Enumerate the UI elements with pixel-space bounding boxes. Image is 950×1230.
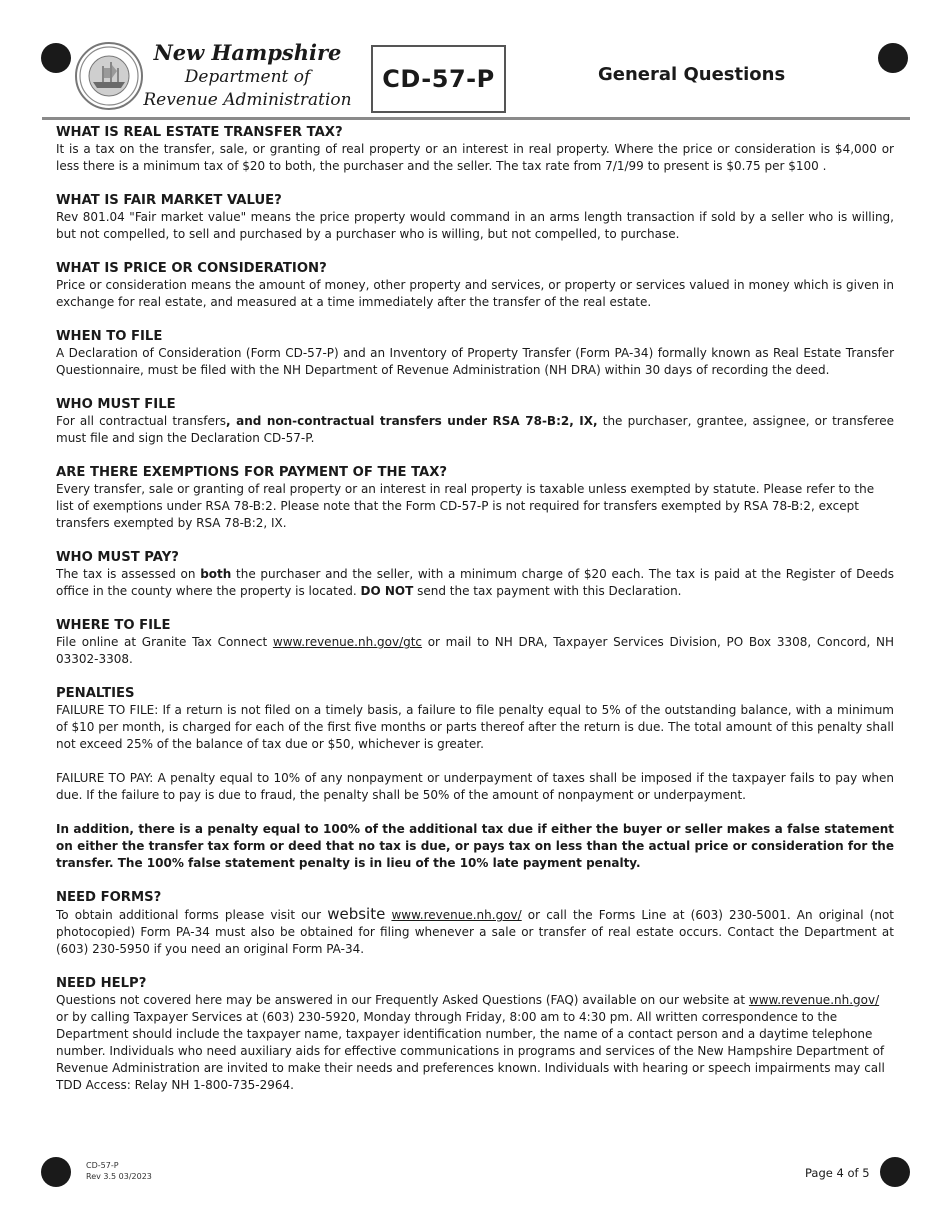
text-run: Questions not covered here may be answered in our Frequently Asked Questions (FAQ) available on our website at (56, 993, 749, 1007)
section-heading: WHO MUST PAY? (56, 550, 179, 565)
text-run: or call the Forms Line at (603) 230-5001. An original (not photocopied) Form PA-34 must also be obtained for filing whenever a sale or transfer of real estate occurs. Contact the Department at (603) 230-5950 if you need an original Form PA-34. (56, 908, 895, 956)
text-run: the purchaser and the seller, with a minimum charge of $20 each. The tax is paid at the Register of Deeds office in the county where the property is located. (56, 567, 895, 598)
section-fair-market-value (56, 192, 894, 243)
footer-form-code: CD-57-P (86, 1161, 119, 1170)
website-link[interactable]: www.revenue.nh.gov/ (748, 993, 880, 1007)
section-exemptions (56, 464, 894, 532)
section-heading: WHAT IS REAL ESTATE TRANSFER TAX? (56, 125, 343, 140)
false-statement-penalty-text: In addition, there is a penalty equal to 100% of the additional tax due if either the buyer or seller makes a false statement on either the transfer tax form or deed that no tax is due, or pays tax on less than the actual price or consideration for the transfer. The 100% false statement penalty is in lieu of the 10% late payment penalty. (56, 822, 894, 870)
state-seal-icon (75, 42, 143, 110)
failure-to-file-text: FAILURE TO FILE: If a return is not filed on a timely basis, a failure to file penalty equal to 5% of the outstanding balance, with a minimum of $10 per month, is charged for each of the first five months or parts thereof after the return is due. The total amount of this penalty shall not exceed 25% of the balance of tax due or $50, whichever is greater. (56, 703, 894, 751)
text-run: the purchaser, grantee, assignee, or transferee must file and sign the Declaration CD-57-P. (56, 414, 894, 445)
section-heading: WHAT IS PRICE OR CONSIDERATION? (56, 261, 327, 276)
registration-mark-bottom-right (880, 1157, 910, 1187)
header-divider (42, 117, 910, 120)
form-code-box: CD-57-P (371, 45, 506, 113)
text-run: For all contractual transfers (56, 414, 227, 428)
failure-to-pay-text: FAILURE TO PAY: A penalty equal to 10% of any nonpayment or underpayment of taxes shall be imposed if the taxpayer fails to pay when due. If the failure to pay is due to fraud, the penalty shall be 50% of the amount of nonpayment or underpayment. (56, 771, 894, 802)
text-run-bold: , and non-contractual transfers under RSA 78-B:2, IX, (226, 414, 598, 428)
department-line-1: Department of (184, 67, 311, 87)
text-run-bold: DO NOT (360, 584, 414, 598)
section-text: It is a tax on the transfer, sale, or granting of real property or an interest in real property. Where the price or consideration is $4,000 or less there is a minimum tax of $20 to both, the purchaser and the seller. The tax rate from 7/1/99 to present is $0.75 per $100 . (56, 142, 894, 173)
agency-name (140, 40, 355, 112)
text-run-large: website (327, 905, 386, 923)
section-price-consideration (56, 260, 894, 311)
section-heading: WHERE TO FILE (56, 618, 171, 633)
section-where-to-file (56, 617, 894, 668)
registration-mark-top-right (878, 43, 908, 73)
section-heading: WHAT IS FAIR MARKET VALUE? (56, 193, 282, 208)
footer-revision: Rev 3.5 03/2023 (86, 1172, 152, 1181)
section-heading: WHO MUST FILE (56, 397, 176, 412)
section-text: Every transfer, sale or granting of real property or an interest in real property is taxable unless exempted by statute. Please refer to the list of exemptions under RSA 78-B:2. Please note that the Form CD-57-P is not required for transfers exempted by RSA 78-B:2, except transfers exempted by RSA 78-B:2, IX. (56, 482, 875, 530)
registration-mark-bottom-left (41, 1157, 71, 1187)
text-run: The tax is assessed on (56, 567, 201, 581)
section-text: Rev 801.04 "Fair market value" means the price property would command in an arms length transaction if sold by a seller who is willing, but not compelled, to sell and purchased by a purchaser who is willing, but not compelled, to purchase. (56, 210, 894, 241)
section-heading: PENALTIES (56, 686, 135, 701)
text-run: File online at Granite Tax Connect (56, 635, 273, 649)
department-line-2: Revenue Administration (143, 90, 352, 110)
section-heading: NEED HELP? (56, 976, 147, 991)
section-heading: NEED FORMS? (56, 890, 162, 905)
page-number: Page 4 of 5 (805, 1166, 870, 1180)
website-link[interactable]: www.revenue.nh.gov/ (391, 908, 522, 922)
text-run: or mail to NH DRA, Taxpayer Services Division, PO Box 3308, Concord, NH 03302-3308. (56, 635, 894, 666)
section-penalties (56, 685, 894, 872)
section-transfer-tax (56, 124, 894, 175)
text-run: To obtain additional forms please visit our (56, 908, 328, 922)
document-body (56, 124, 894, 1111)
section-who-must-file (56, 396, 894, 447)
section-heading: ARE THERE EXEMPTIONS FOR PAYMENT OF THE TAX? (56, 465, 448, 480)
text-run-bold: both (200, 567, 232, 581)
section-text (56, 992, 894, 1094)
registration-mark-top-left (41, 43, 71, 73)
section-who-must-pay (56, 549, 894, 600)
section-text: A Declaration of Consideration (Form CD-57-P) and an Inventory of Property Transfer (Form PA-34) formally known as Real Estate Transfer Questionnaire, must be filed with the NH Department of Revenue Administration (NH DRA) within 30 days of recording the deed. (56, 346, 894, 377)
section-need-help (56, 975, 894, 1094)
section-text (56, 413, 894, 447)
text-run: or by calling Taxpayer Services at (603) 230-5920, Monday through Friday, 8:00 am to 4:30 pm. All written correspondence to the Department should include the taxpayer name, taxpayer identification number, the name of a contact person and a daytime telephone number. Individuals who need auxiliary aids for effective communications in programs and services of the New Hampshire Department of Revenue Administration are invited to make their needs and preferences known. Individuals with hearing or speech impairments may call TDD Access: Relay NH 1-800-735-2964. (56, 1010, 885, 1092)
gtc-link[interactable]: www.revenue.nh.gov/gtc (272, 635, 423, 649)
section-text: Price or consideration means the amount of money, other property and services, or property or services valued in money which is given in exchange for real estate, and measured at a time immediately after the transfer of the real estate. (56, 278, 894, 309)
section-text (56, 566, 894, 600)
state-name: New Hampshire (153, 40, 342, 65)
section-need-forms (56, 889, 894, 958)
section-text (56, 906, 894, 958)
footer-form-info (86, 1160, 152, 1182)
section-when-to-file (56, 328, 894, 379)
text-run: send the tax payment with this Declaration. (413, 584, 682, 598)
page-title: General Questions (598, 64, 786, 85)
section-text (56, 634, 894, 668)
section-heading: WHEN TO FILE (56, 329, 163, 344)
